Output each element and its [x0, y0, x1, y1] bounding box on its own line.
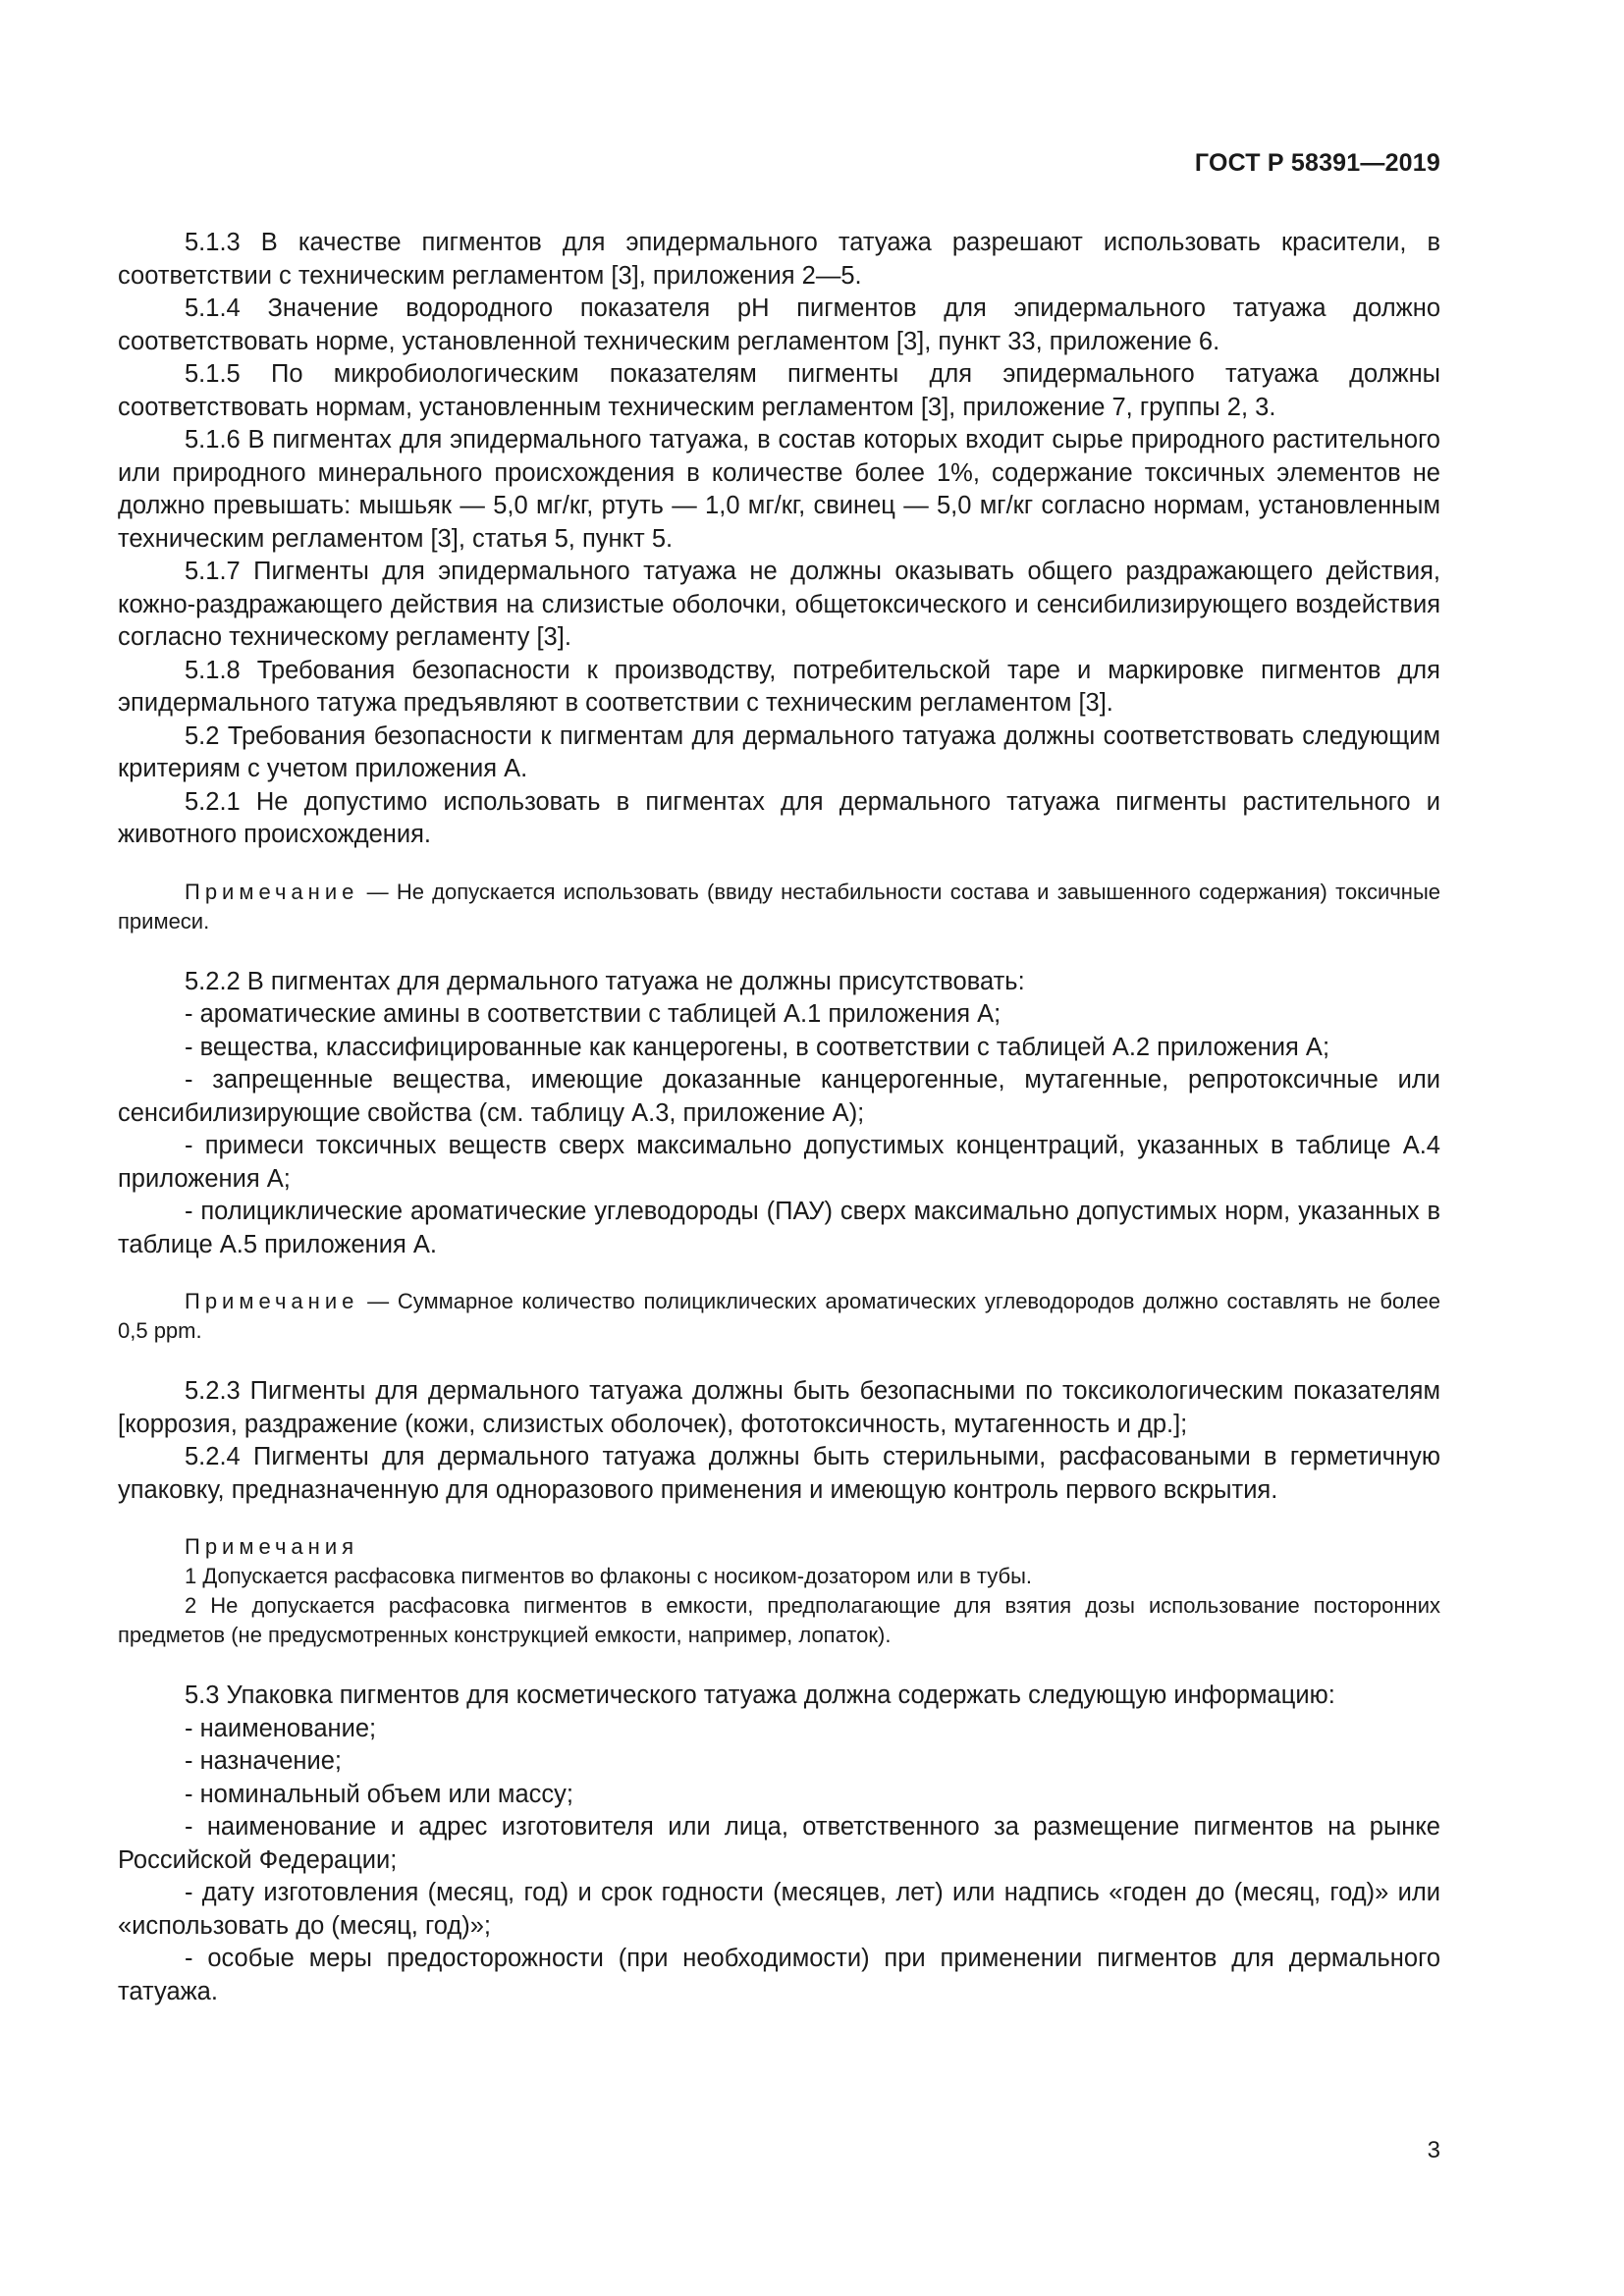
- list-item: - ароматические амины в соответствии с таблицей А.1 приложения А;: [185, 1000, 1001, 1028]
- list-item: - назначение;: [185, 1747, 343, 1775]
- paragraph-5-1-3: 5.1.3 В качестве пигментов для эпидермального татуажа разрешают использовать красители, в соответствии с техническим регламентом [3], приложения 2—5.: [118, 229, 1440, 290]
- list-item: - наименование;: [185, 1714, 377, 1742]
- note-2-text: — Суммарное количество полициклических ароматических углеводородов должно составлять не более 0,5 ppm.: [118, 1289, 1440, 1343]
- paragraph-5-1-6: 5.1.6 В пигментах для эпидермального татуажа, в состав которых входит сырье природного растительного или природного минерального происхождения в количестве более 1%, содержание токсичных элементов не должно превышать: мышьяк — 5,0 мг/кг, ртуть — 1,0 мг/кг, свинец — 5,0 мг/кг согласно нормам, установленным техническим регламентом [3], статья 5, пункт 5.: [118, 426, 1440, 553]
- page-number: 3: [1427, 2137, 1440, 2163]
- spacer: [118, 852, 1440, 878]
- paragraph-5-2: 5.2 Требования безопасности к пигментам для дермального татуажа должны соответствовать следующим критериям с учетом приложения А.: [118, 721, 1440, 782]
- spacer: [118, 1346, 1440, 1375]
- document-body: [118, 227, 1440, 2008]
- note-1: [118, 878, 1440, 936]
- list-item: - вещества, классифицированные как канцерогены, в соответствии с таблицей А.2 приложения А;: [185, 1033, 1330, 1061]
- note-2-label: Примечание: [185, 1289, 359, 1313]
- list-item: - запрещенные вещества, имеющие доказанные канцерогенные, мутагенные, репротоксичные или сенсибилизирующие свойства (см. таблицу А.3, приложение А);: [118, 1066, 1440, 1127]
- spacer: [118, 1507, 1440, 1532]
- note-1-label: Примечание: [185, 879, 359, 904]
- paragraph-5-1-7: 5.1.7 Пигменты для эпидермального татуажа не должны оказывать общего раздражающего действия, кожно-раздражающего действия на слизистые оболочки, общетоксического и сенсибилизирующего воздействия согласно техническому регламенту [3].: [118, 558, 1440, 651]
- note-3-item-1: 1 Допускается расфасовка пигментов во флаконы с носиком-дозатором или в тубы.: [185, 1564, 1032, 1588]
- spacer: [118, 1261, 1440, 1287]
- paragraph-5-2-4: 5.2.4 Пигменты для дермального татуажа должны быть стерильными, расфасоваными в герметичную упаковку, предназначенную для одноразового применения и имеющую контроль первого вскрытия.: [118, 1443, 1440, 1504]
- note-3-label: [118, 1532, 1440, 1562]
- paragraph-5-2-2: 5.2.2 В пигментах для дермального татуажа не должны присутствовать:: [185, 967, 1025, 995]
- note-3-label-text: Примечания: [185, 1534, 359, 1559]
- note-1-text: — Не допускается использовать (ввиду нестабильности состава и завышенного содержания) токсичные примеси.: [118, 879, 1440, 934]
- paragraph-5-1-8: 5.1.8 Требования безопасности к производству, потребительской таре и маркировке пигментов для эпидермального татужа предъявляют в соответствии с техническим регламентом [3].: [118, 656, 1440, 717]
- paragraph-5-2-3: 5.2.3 Пигменты для дермального татуажа должны быть безопасными по токсикологическим показателям [коррозия, раздражение (кожи, слизистых оболочек), фототоксичность, мутагенность и др.];: [118, 1377, 1440, 1438]
- list-item: - полициклические ароматические углеводороды (ПАУ) сверх максимально допустимых норм, указанных в таблице А.5 приложения А.: [118, 1198, 1440, 1258]
- paragraph-5-1-4: 5.1.4 Значение водородного показателя рН пигментов для эпидермального татуажа должно соответствовать норме, установленной техническим регламентом [3], пункт 33, приложение 6.: [118, 294, 1440, 355]
- document-id-header: ГОСТ Р 58391—2019: [1194, 149, 1440, 177]
- list-item: - особые меры предосторожности (при необходимости) при применении пигментов для дермального татуажа.: [118, 1945, 1440, 2005]
- spacer: [118, 1650, 1440, 1680]
- list-item: - примеси токсичных веществ сверх максимально допустимых концентраций, указанных в таблице А.4 приложения А;: [118, 1132, 1440, 1193]
- paragraph-5-1-5: 5.1.5 По микробиологическим показателям пигменты для эпидермального татуажа должны соответствовать нормам, установленным техническим регламентом [3], приложение 7, группы 2, 3.: [118, 360, 1440, 421]
- list-item: - наименование и адрес изготовителя или лица, ответственного за размещение пигментов на рынке Российской Федерации;: [118, 1813, 1440, 1874]
- note-2: [118, 1287, 1440, 1346]
- list-item: - дату изготовления (месяц, год) и срок годности (месяцев, лет) или надпись «годен до (месяц, год)» или «использовать до (месяц, год)»;: [118, 1879, 1440, 1940]
- spacer: [118, 936, 1440, 966]
- paragraph-5-3: 5.3 Упаковка пигментов для косметического татуажа должна содержать следующую информацию:: [185, 1682, 1335, 1709]
- paragraph-5-2-1: 5.2.1 Не допустимо использовать в пигментах для дермального татуажа пигменты растительного и животного происхождения.: [118, 787, 1440, 848]
- list-item: - номинальный объем или массу;: [185, 1780, 573, 1808]
- note-3-item-2: 2 Не допускается расфасовка пигментов в емкости, предполагающие для взятия дозы использование посторонних предметов (не предусмотренных конструкцией емкости, например, лопаток).: [118, 1593, 1440, 1647]
